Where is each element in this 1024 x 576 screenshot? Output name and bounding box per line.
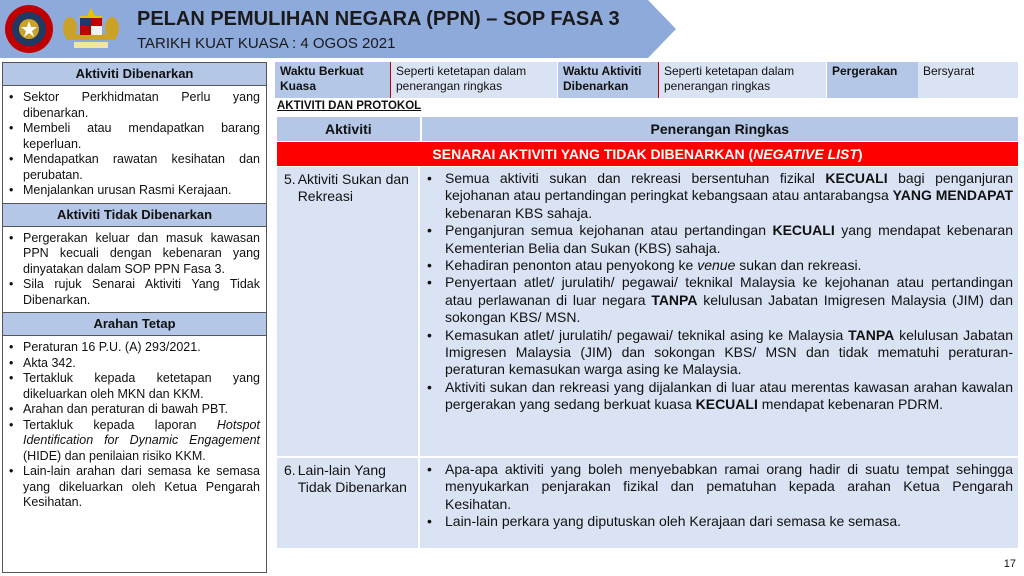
not-allowed-activities-heading: Aktiviti Tidak Dibenarkan: [3, 203, 266, 227]
coat-of-arms-icon: [58, 4, 124, 54]
activity-cell: [277, 458, 420, 548]
description-list: [445, 461, 1013, 531]
meta-bar: [275, 62, 1018, 98]
page-title: PELAN PEMULIHAN NEGARA (PPN) – SOP FASA 3: [137, 8, 620, 30]
sidebar-panel: [2, 62, 267, 573]
activity-time-value: Seperti ketetapan dalam penerangan ringkas: [659, 62, 827, 98]
allowed-activities-list: [3, 86, 266, 203]
list-item: • Lain-lain arahan dari semasa ke semasa yang dikeluarkan oleh Ketua Pengarah Kesihatan.: [23, 464, 260, 511]
activity-time-label: Waktu Aktiviti Dibenarkan: [558, 62, 659, 98]
table-header: [277, 117, 1018, 141]
list-item: • Kemasukan atlet/ jurulatih/ pegawai/ teknikal asing ke Malaysia TANPA kelulusan Jabatan Imigresen Malaysia (JIM) dan sokongan KBS/ MSN dan tidak mematuhi peraturan-peraturan kemasukan warga asing ke Malaysia.: [445, 327, 1013, 379]
not-allowed-activities-list: [3, 227, 266, 313]
negative-list-banner: SENARAI AKTIVITI YANG TIDAK DIBENARKAN (NEGATIVE LIST): [277, 142, 1018, 166]
row-number: 5.: [284, 171, 296, 187]
description-cell: [420, 167, 1018, 456]
mkn-emblem-icon: [4, 4, 54, 54]
hours-label: Waktu Berkuat Kuasa: [275, 62, 391, 98]
allowed-activities-heading: Aktiviti Dibenarkan: [3, 63, 266, 86]
list-item: • Arahan dan peraturan di bawah PBT.: [23, 402, 260, 418]
row-number: 6.: [284, 462, 296, 478]
list-item: • Mendapatkan rawatan kesihatan dan perubatan.: [23, 152, 260, 183]
directives-list: [3, 336, 266, 515]
list-item: • Penganjuran semua kejohanan atau pertandingan KECUALI yang mendapat kebenaran Kementerian Belia dan Sukan (KBS) sahaja.: [445, 222, 1013, 257]
list-item: • Tertakluk kepada ketetapan yang dikeluarkan oleh MKN dan KKM.: [23, 371, 260, 402]
page-number: 17: [1003, 558, 1016, 570]
activity-name: Aktiviti Sukan dan Rekreasi: [297, 171, 409, 204]
hours-value: Seperti ketetapan dalam penerangan ringkas: [391, 62, 558, 98]
movement-value: Bersyarat: [918, 62, 1018, 98]
column-header-description: Penerangan Ringkas: [650, 121, 790, 137]
description-cell: [420, 458, 1018, 548]
directives-heading: Arahan Tetap: [3, 312, 266, 336]
list-item: • Apa-apa aktiviti yang boleh menyebabkan ramai orang hadir di suatu tempat sehingga menyukarkan penjarakan fizikal dan pematuhan kepada arahan Ketua Pengarah Kesihatan.: [445, 461, 1013, 513]
description-list: [445, 170, 1013, 414]
column-header-activity: Aktiviti: [277, 117, 422, 141]
list-item: • Menjalankan urusan Rasmi Kerajaan.: [23, 183, 260, 199]
movement-label: Pergerakan: [827, 62, 918, 98]
negative-list-em: NEGATIVE LIST: [753, 146, 858, 162]
list-item: • Sila rujuk Senarai Aktiviti Yang Tidak Dibenarkan.: [23, 277, 260, 308]
list-item: • Pergerakan keluar dan masuk kawasan PPN kecuali dengan kebenaran yang dinyatakan dalam SOP PPN Fasa 3.: [23, 231, 260, 278]
activity-name: Lain-lain Yang Tidak Dibenarkan: [297, 462, 407, 495]
effective-date: TARIKH KUAT KUASA : 4 OGOS 2021: [137, 35, 396, 52]
list-item: • Peraturan 16 P.U. (A) 293/2021.: [23, 340, 260, 356]
list-item: • Kehadiran penonton atau penyokong ke venue sukan dan rekreasi.: [445, 257, 1013, 274]
table-row: [277, 458, 1018, 548]
list-item: • Akta 342.: [23, 356, 260, 372]
section-title: AKTIVITI DAN PROTOKOL: [277, 100, 422, 112]
header-banner: [0, 0, 1024, 58]
list-item: • Aktiviti sukan dan rekreasi yang dijalankan di luar atau merentas kawasan arahan kawalan pergerakan yang sedang berkuat kuasa KECUALI mendapat kebenaran PDRM.: [445, 379, 1013, 414]
list-item: • Membeli atau mendapatkan barang keperluan.: [23, 121, 260, 152]
activity-cell: [277, 167, 420, 456]
list-item: • Lain-lain perkara yang diputuskan oleh Kerajaan dari semasa ke semasa.: [445, 513, 1013, 530]
list-item: • Semua aktiviti sukan dan rekreasi bersentuhan fizikal KECUALI bagi penganjuran kejohanan atau pertandingan peringkat kebangsaan atau antarabangsa YANG MENDAPAT kebenaran KBS sahaja.: [445, 170, 1013, 222]
list-item: • Penyertaan atlet/ jurulatih/ pegawai/ teknikal Malaysia ke kejohanan atau pertandingan atau perlawanan di luar negara TANPA kelulusan Jabatan Imigresen Malaysia (JIM) dan sokongan KBS/ MSN.: [445, 274, 1013, 326]
table-row: [277, 167, 1018, 456]
list-item: • Tertakluk kepada laporan Hotspot Identification for Dynamic Engagement (HIDE) dan penilaian risiko KKM.: [23, 418, 260, 465]
list-item: • Sektor Perkhidmatan Perlu yang dibenarkan.: [23, 90, 260, 121]
